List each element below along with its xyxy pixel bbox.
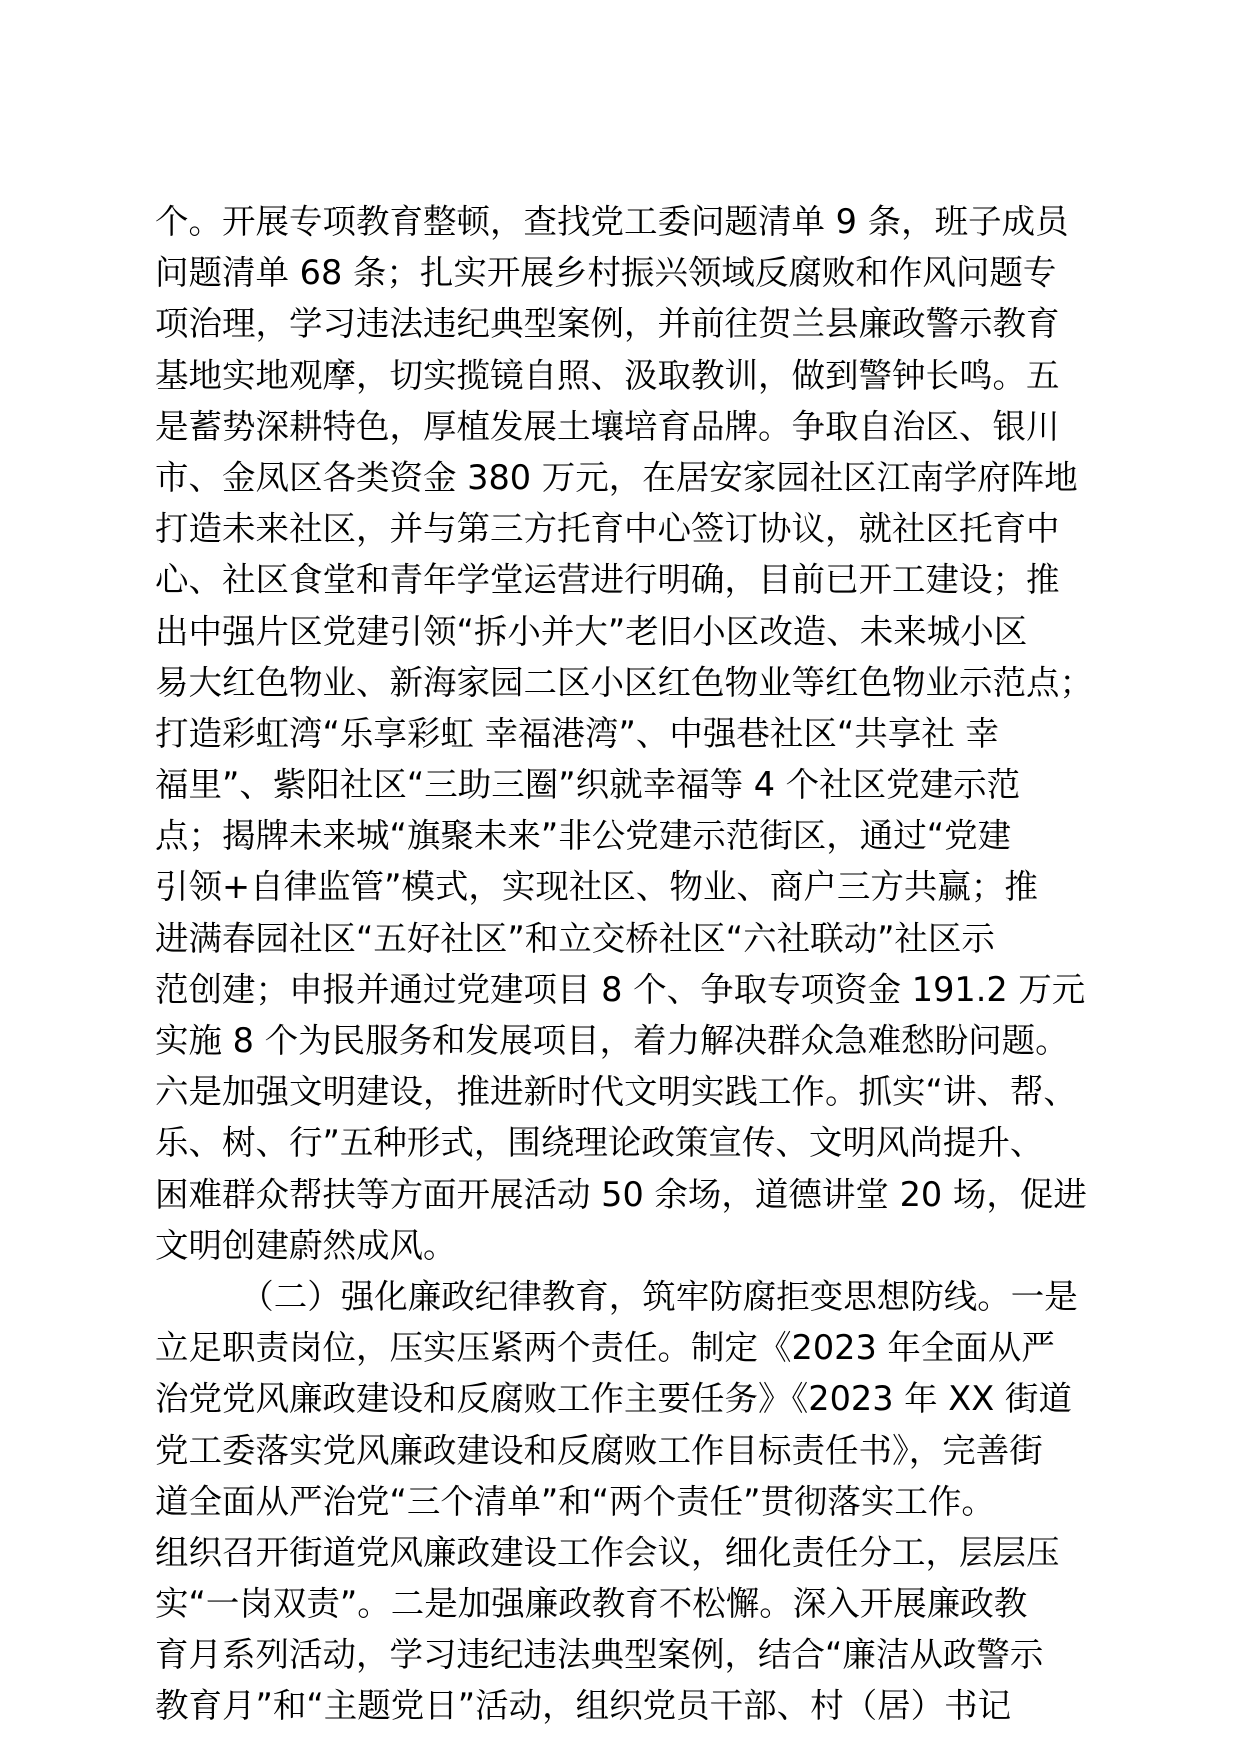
text-line: 立足职责岗位，压实压紧两个责任。制定《2023 年全面从严	[155, 1328, 1055, 1368]
text-line: 福里”、紫阳社区“三助三圈”织就幸福等 4 个社区党建示范	[155, 765, 1021, 805]
text-line: 治党党风廉政建设和反腐败工作主要任务》《2023 年 XX 街道	[155, 1379, 1072, 1419]
text-line: 市、金凤区各类资金 380 万元，在居安家园社区江南学府阵地	[155, 457, 1078, 497]
text-line: 心、社区食堂和青年学堂运营进行明确，目前已开工建设；推	[155, 560, 1060, 600]
text-line: 进满春园社区“五好社区”和立交桥社区“六社联动”社区示	[155, 918, 995, 958]
text-line: （二）强化廉政纪律教育，筑牢防腐拒变思想防线。一是	[155, 1276, 1078, 1316]
text-line: 项治理，学习违法违纪典型案例，并前往贺兰县廉政警示教育	[155, 304, 1060, 344]
text-line: 困难群众帮扶等方面开展活动 50 余场，道德讲堂 20 场，促进	[155, 1174, 1087, 1214]
text-line: 打造彩虹湾“乐享彩虹 幸福港湾”、中强巷社区“共享社 幸	[155, 713, 999, 753]
text-line: 组织召开街道党风廉政建设工作会议，细化责任分工，层层压	[155, 1532, 1060, 1572]
text-line: 教育月”和“主题党日”活动，组织党员干部、村（居）书记	[155, 1686, 1012, 1726]
text-line: 乐、树、行”五种形式，围绕理论政策宣传、文明风尚提升、	[155, 1123, 1044, 1163]
text-line: 文明创建蔚然成风。	[155, 1225, 457, 1265]
text-line: 易大红色物业、新海家园二区小区红色物业等红色物业示范点；	[155, 662, 1093, 702]
text-line: 基地实地观摩，切实揽镜自照、汲取教训，做到警钟长鸣。五	[155, 355, 1060, 395]
text-line: 出中强片区党建引领“拆小并大”老旧小区改造、未来城小区	[155, 611, 1028, 651]
text-line: 道全面从严治党“三个清单”和“两个责任”贯彻落实工作。	[155, 1481, 995, 1521]
text-line: 打造未来社区，并与第三方托育中心签订协议，就社区托育中	[155, 509, 1060, 549]
text-line: 个。开展专项教育整顿，查找党工委问题清单 9 条，班子成员	[155, 202, 1069, 241]
text-line: 问题清单 68 条；扎实开展乡村振兴领域反腐败和作风问题专	[155, 253, 1057, 293]
text-line: 六是加强文明建设，推进新时代文明实践工作。抓实“讲、帮、	[155, 1072, 1077, 1112]
text-line: 引领+自律监管”模式，实现社区、物业、商户三方共赢；推	[155, 867, 1038, 907]
text-line: 育月系列活动，学习违纪违法典型案例，结合“廉洁从政警示	[155, 1635, 1044, 1675]
text-line: 实“一岗双责”。二是加强廉政教育不松懈。深入开展廉政教	[155, 1584, 1028, 1624]
body-text	[155, 196, 1095, 1732]
text-line: 是蓄势深耕特色，厚植发展土壤培育品牌。争取自治区、银川	[155, 406, 1060, 446]
text-line: 实施 8 个为民服务和发展项目，着力解决群众急难愁盼问题。	[155, 1021, 1069, 1060]
text-line: 党工委落实党风廉政建设和反腐败工作目标责任书》，完善街	[155, 1430, 1043, 1470]
text-line: 点；揭牌未来城“旗聚未来”非公党建示范街区，通过“党建	[155, 816, 1012, 856]
text-line: 范创建；申报并通过党建项目 8 个、争取专项资金 191.2 万元	[155, 969, 1086, 1009]
